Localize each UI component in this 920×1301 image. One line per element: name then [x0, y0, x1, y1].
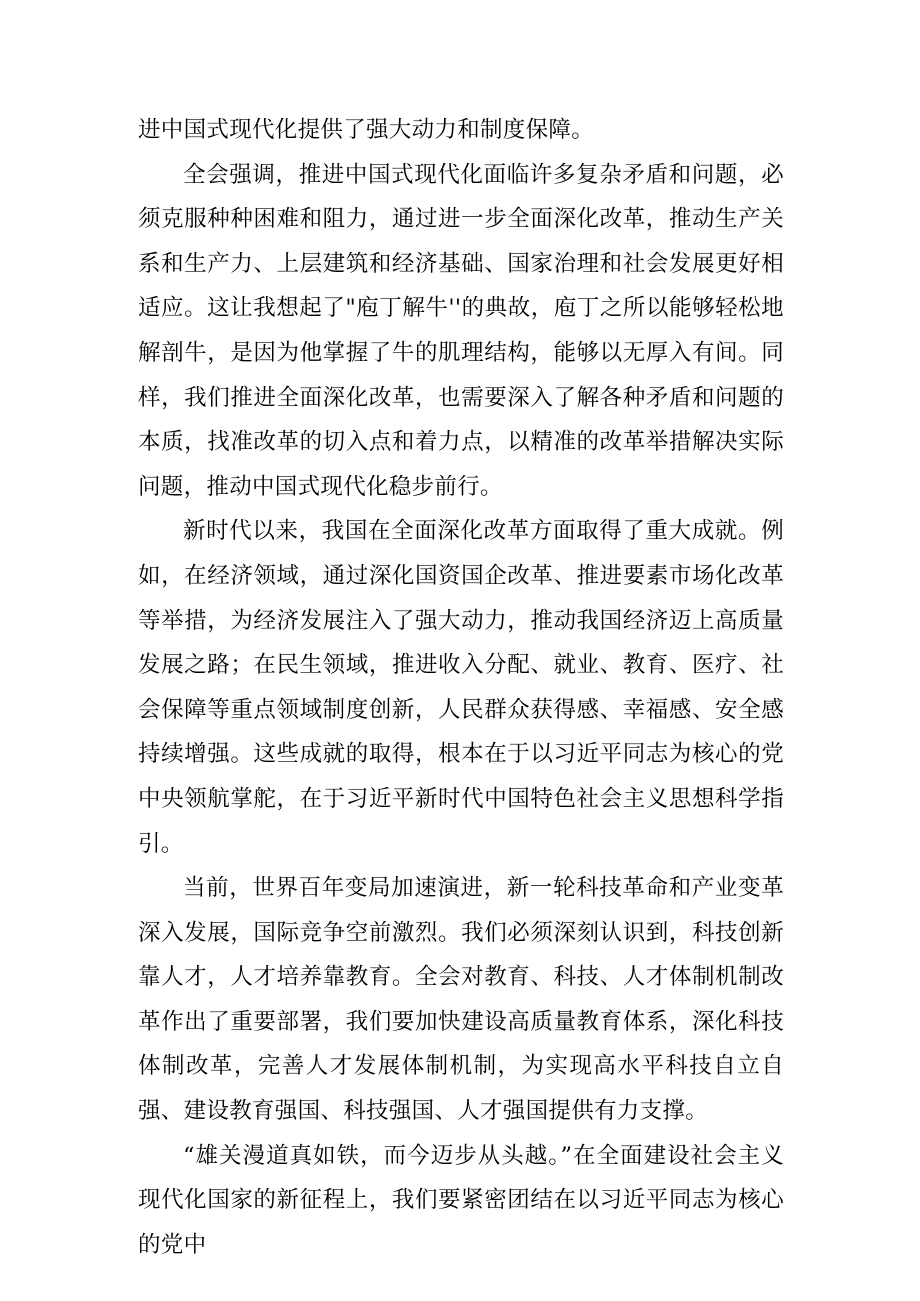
paragraph-1: 进中国式现代化提供了强大动力和制度保障。 — [138, 117, 595, 143]
document-body — [138, 108, 784, 1267]
paragraph-2: 全会强调，推进中国式现代化面临许多复杂矛盾和问题，必须克服种种困难和阻力，通过进一步全面深化改革，推动生产关系和生产力、上层建筑和经济基础、国家治理和社会发展更好相适应。这让我想起了"庖丁解牛''的典故，庖丁之所以能够轻松地解剖牛，是因为他掌握了牛的肌理结构，能够以无厚入有间。同样，我们推进全面深化改革，也需要深入了解各种矛盾和问题的本质，找准改革的切入点和着力点，以精准的改革举措解决实际问题，推动中国式现代化稳步前行。 — [138, 161, 784, 500]
paragraph-5: “雄关漫道真如铁，而今迈步从头越。”在全面建设社会主义现代化国家的新征程上，我们要紧密团结在以习近平同志为核心的党中 — [138, 1142, 784, 1258]
paragraph-3: 新时代以来，我国在全面深化改革方面取得了重大成就。例如，在经济领域，通过深化国资国企改革、推进要素市场化改革等举措，为经济发展注入了强大动力，推动我国经济迈上高质量发展之路；在民生领域，推进收入分配、就业、教育、医疗、社会保障等重点领域制度创新，人民群众获得感、幸福感、安全感持续增强。这些成就的取得，根本在于以习近平同志为核心的党中央领航掌舵，在于习近平新时代中国特色社会主义思想科学指引。 — [138, 518, 784, 857]
paragraph-4: 当前，世界百年变局加速演进，新一轮科技革命和产业变革深入发展，国际竞争空前激烈。我们必须深刻认识到，科技创新靠人才，人才培养靠教育。全会对教育、科技、人才体制机制改革作出了重要部署，我们要加快建设高质量教育体系，深化科技体制改革，完善人才发展体制机制，为实现高水平科技自立自强、建设教育强国、科技强国、人才强国提供有力支撑。 — [138, 875, 784, 1125]
